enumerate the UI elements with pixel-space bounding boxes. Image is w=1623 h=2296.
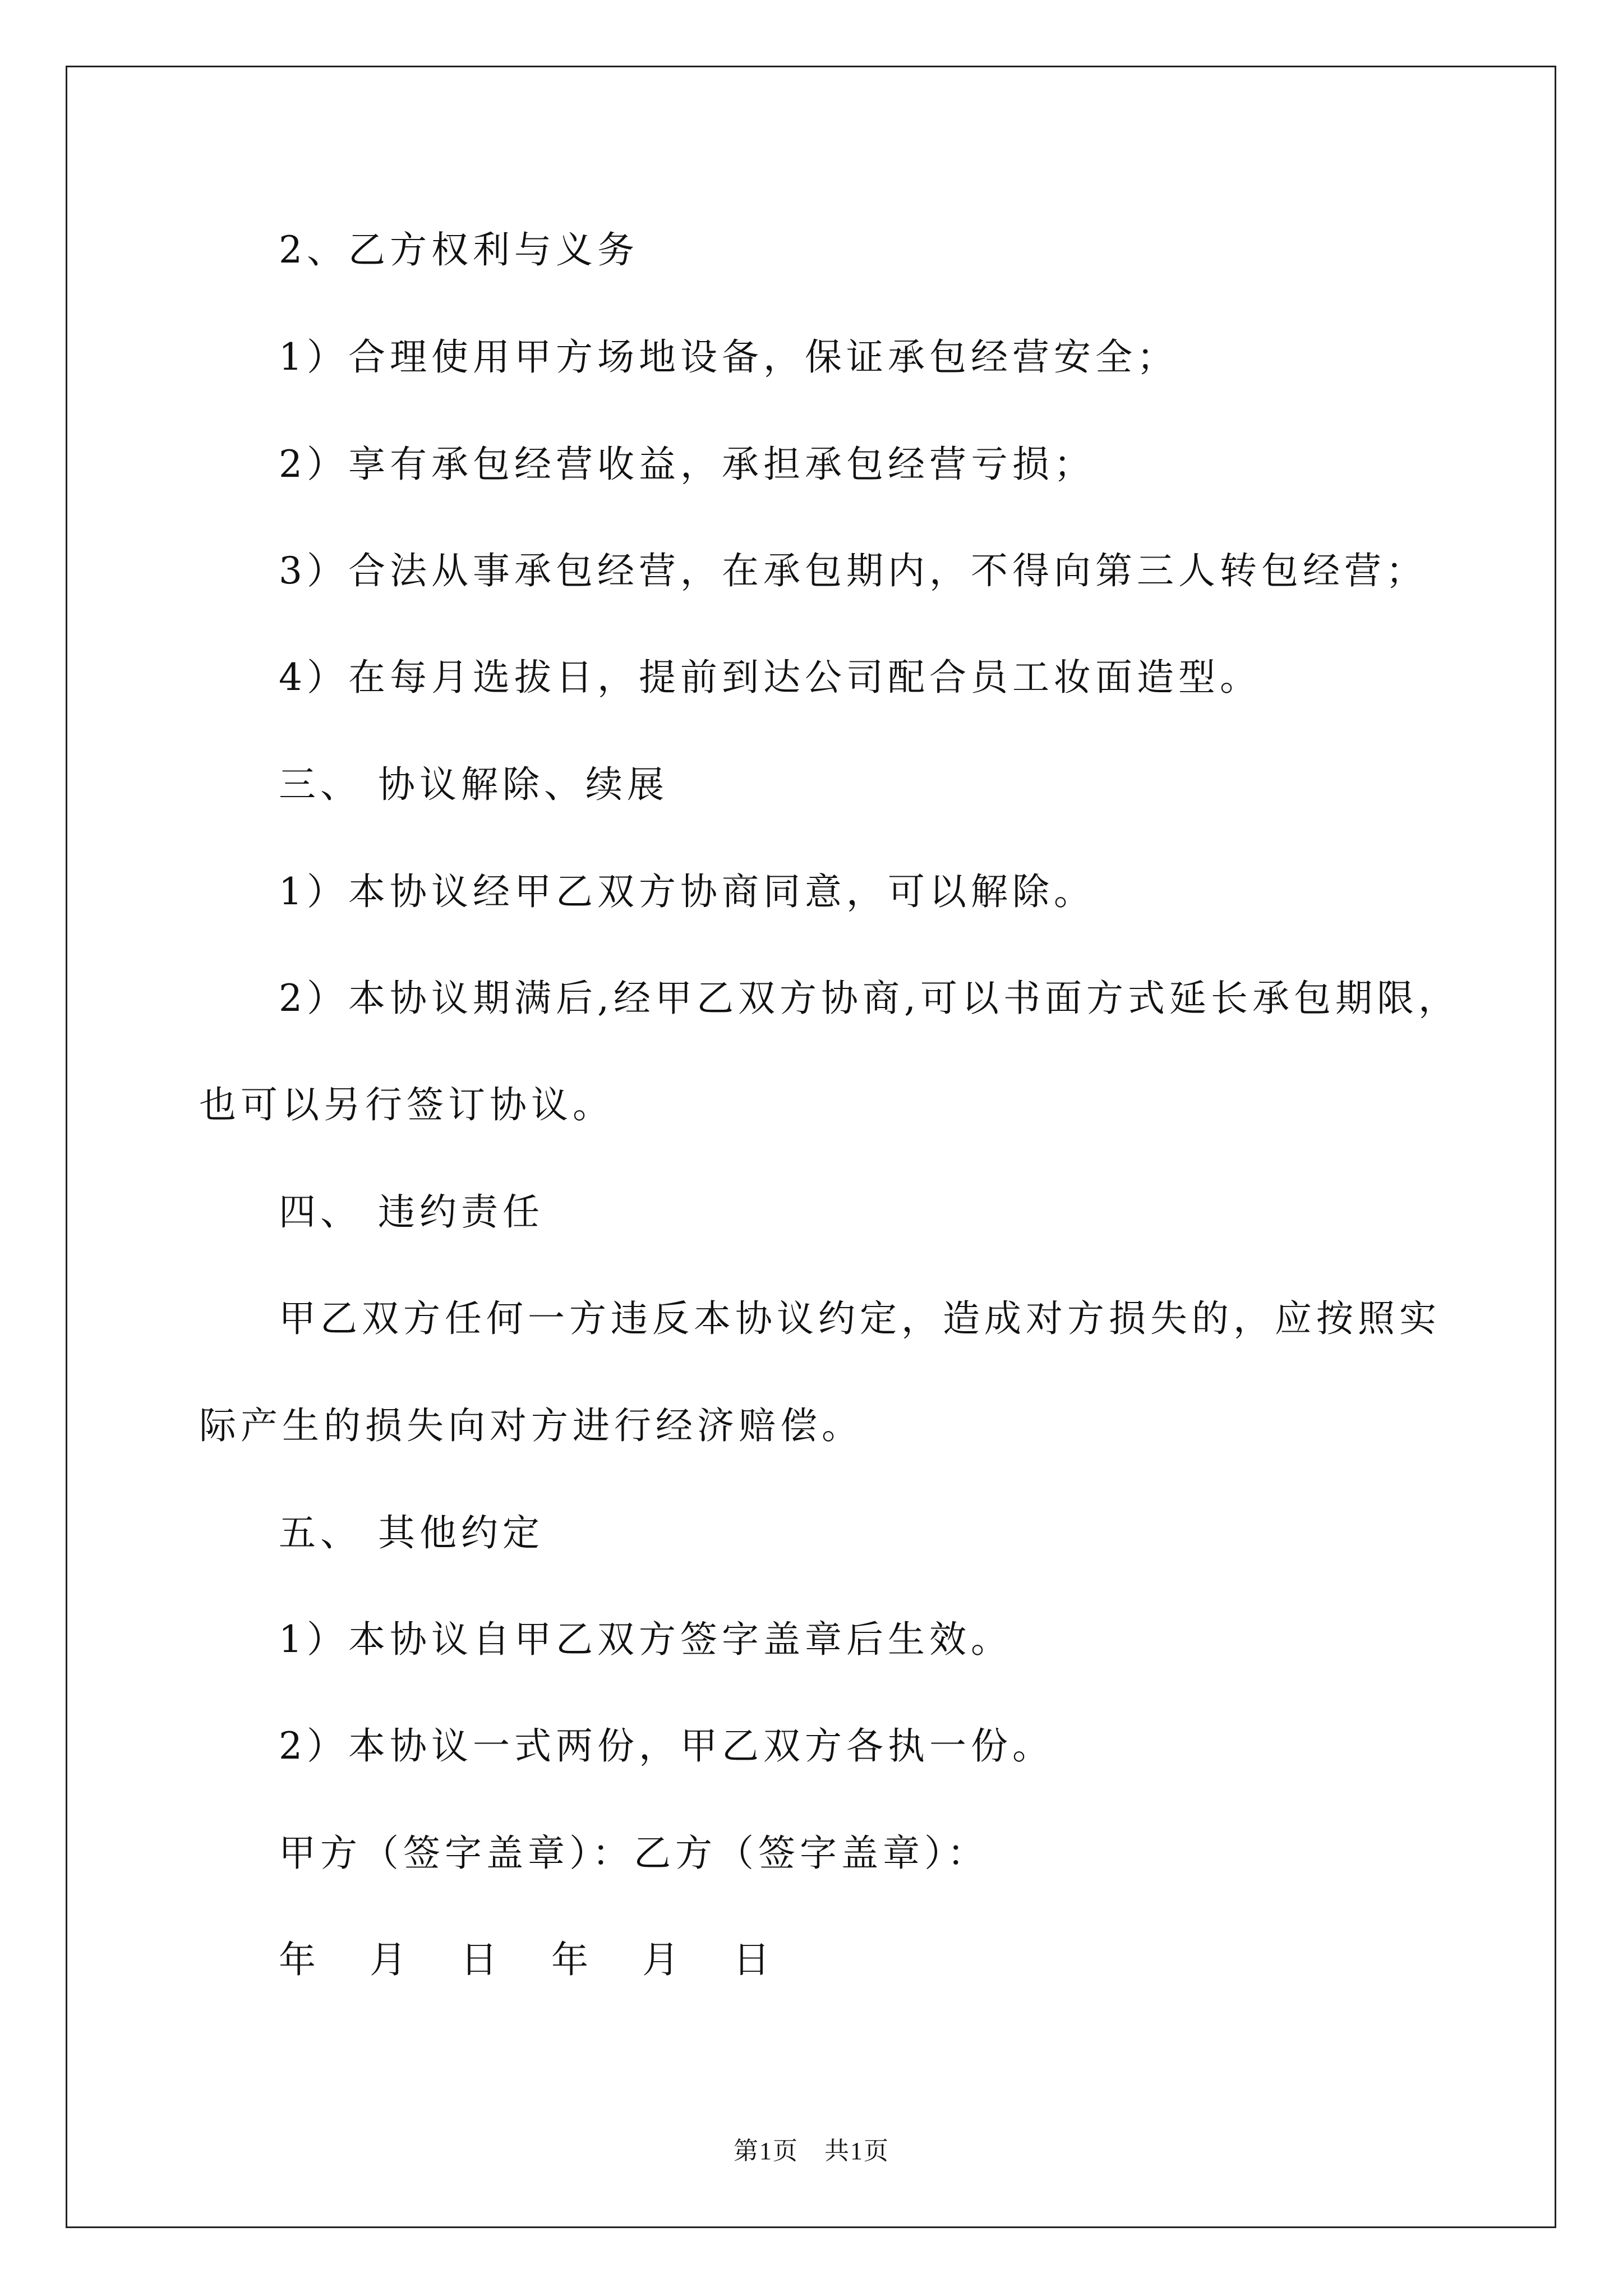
date-year-b: 年	[551, 1938, 593, 1981]
date-month-b: 月	[642, 1938, 684, 1981]
clause-item: 2）本协议一式两份，甲乙双方各执一份。	[279, 1724, 1054, 1768]
paragraph: 甲乙双方任何一方违反本协议约定，造成对方损失的，应按照实	[279, 1297, 1441, 1340]
clause-item: 1）合理使用甲方场地设备，保证承包经营安全；	[279, 335, 1178, 379]
page-number-footer: 第1页 共1页	[734, 2137, 889, 2165]
paragraph-continuation: 际产生的损失向对方进行经济赔偿。	[199, 1404, 863, 1447]
date-day-a: 日	[460, 1938, 502, 1981]
section-heading: 四、 违约责任	[279, 1190, 544, 1234]
section-heading: 五、 其他约定	[279, 1511, 544, 1554]
clause-item: 2）享有承包经营收益，承担承包经营亏损；	[279, 443, 1095, 486]
date-year-a: 年	[279, 1938, 320, 1981]
section-heading: 三、 协议解除、续展	[279, 763, 668, 806]
clause-item: 1）本协议自甲乙双方签字盖章后生效。	[279, 1618, 1012, 1661]
date-day-b: 日	[733, 1938, 774, 1981]
clause-item: 3）合法从事承包经营，在承包期内，不得向第三人转包经营；	[279, 549, 1427, 592]
clause-item-continuation: 也可以另行签订协议。	[199, 1083, 614, 1126]
date-row	[279, 1938, 824, 1981]
signature-line: 甲方（签字盖章）：乙方（签字盖章）：	[279, 1832, 989, 1875]
page-border	[66, 66, 1556, 2228]
section-heading: 2、乙方权利与义务	[279, 228, 639, 272]
date-month-a: 月	[370, 1938, 411, 1981]
clause-item: 1）本协议经甲乙双方协商同意，可以解除。	[279, 870, 1095, 913]
clause-item: 4）在每月选拔日，提前到达公司配合员工妆面造型。	[279, 656, 1261, 699]
clause-item: 2）本协议期满后,经甲乙双方协商,可以书面方式延长承包期限，	[279, 977, 1460, 1020]
